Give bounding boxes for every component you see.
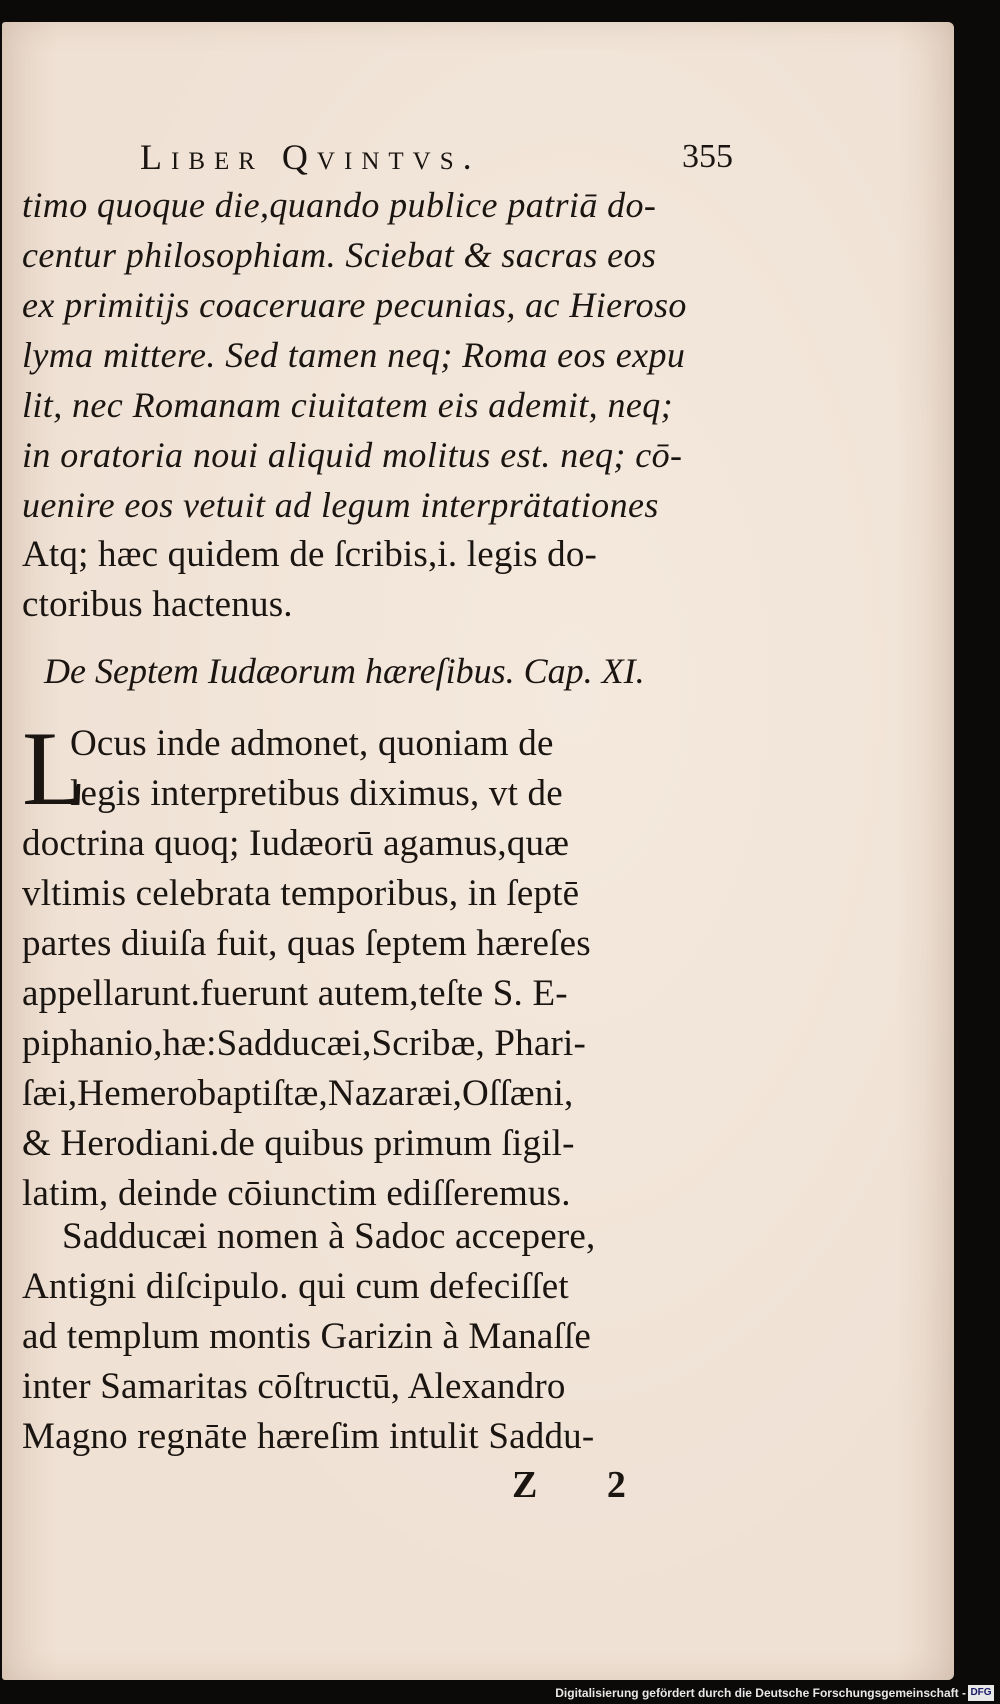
chapter-paragraph: [22, 710, 742, 1219]
text-line: vltimis celebrata temporibus, in ſeptē: [22, 873, 580, 914]
text-line: in oratoria noui aliquid molitus est. neq; cō-: [22, 435, 683, 475]
dfg-logo-icon: DFG: [968, 1685, 994, 1701]
signature-mark: Z 2: [512, 1464, 656, 1506]
book-page: [2, 22, 954, 1680]
text-line: Sadducæi nomen à Sadoc accepere,: [62, 1216, 596, 1257]
text-line: ad templum montis Garizin à Manaſſe: [22, 1316, 592, 1357]
running-title: Liber Qvintvs.: [140, 137, 481, 177]
text-line: appellarunt.fuerunt autem,teſte S. E-: [22, 973, 568, 1014]
text-line: Antigni diſcipulo. qui cum defeciſſet: [22, 1266, 569, 1307]
text-line: legis interpretibus diximus, vt de: [70, 773, 563, 814]
text-line: centur philosophiam. Sciebat & sacras eos: [22, 235, 657, 275]
text-line: timo quoque die,quando publice patriā do-: [22, 185, 657, 225]
text-line: partes diuiſa fuit, quas ſeptem hæreſes: [22, 923, 591, 964]
paragraph-continued: [22, 180, 722, 630]
text-line: doctrina quoq; Iudæorū agamus,quæ: [22, 823, 570, 864]
text-line: piphanio,hæ:Sadducæi,Scribæ, Phari-: [22, 1023, 587, 1064]
text-line: uenire eos vetuit ad legum interprätationes: [22, 485, 659, 525]
text-line: latim, deinde cōiunctim ediſſeremus.: [22, 1173, 571, 1214]
text-line: & Herodiani.de quibus primum ſigil-: [22, 1123, 575, 1164]
text-line: inter Samaritas cōſtructū, Alexandro: [22, 1366, 566, 1407]
running-header: [2, 132, 954, 182]
text-line: Ocus inde admonet, quoniam de: [70, 723, 554, 764]
text-line: lit, nec Romanam ciuitatem eis ademit, neq;: [22, 385, 674, 425]
text-line: ctoribus hactenus.: [22, 584, 293, 625]
chapter-heading: De Septem Iudæorum hæreſibus. Cap. XI.: [44, 651, 645, 691]
funding-credit: Digitalisierung gefördert durch die Deutsche Forschungsgemeinschaft -: [555, 1686, 966, 1700]
page-number: 355: [682, 138, 733, 175]
drop-cap: L: [22, 710, 87, 827]
text-line: ex primitijs coaceruare pecunias, ac Hieroso: [22, 285, 687, 325]
text-line: lyma mittere. Sed tamen neq; Roma eos expu: [22, 335, 686, 375]
text-line: Magno regnāte hæreſim intulit Saddu-: [22, 1416, 595, 1457]
text-line: Atq; hæc quidem de ſcribis,i. legis do-: [22, 534, 598, 575]
text-line: ſæi,Hemerobaptiſtæ,Nazaræi,Oſſæni,: [22, 1073, 574, 1114]
sadducees-paragraph: [22, 1212, 742, 1462]
